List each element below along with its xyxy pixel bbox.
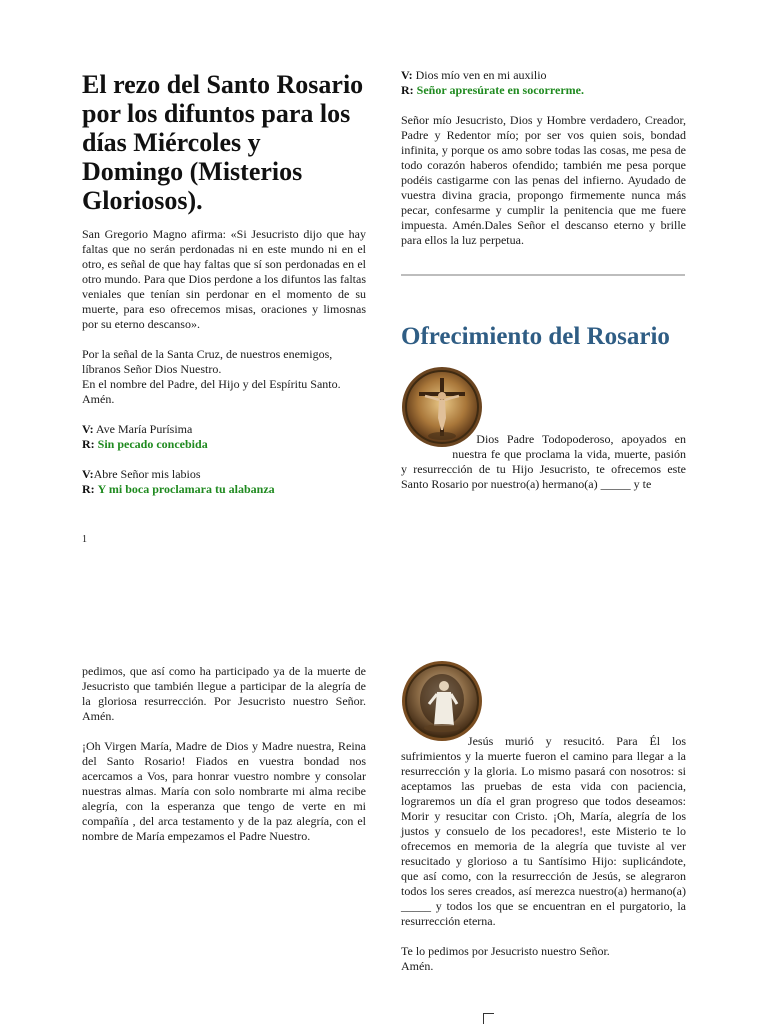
risen-christ-medallion-icon xyxy=(401,660,483,742)
santa-cruz-prayer: Por la señal de la Santa Cruz, de nuestros enemigos, líbranos Señor Dios Nuestro. xyxy=(82,347,333,376)
response-text: Señor apresúrate en socorrerme. xyxy=(416,83,584,97)
page-number: 1 xyxy=(82,534,87,545)
ofrecimiento-text-start: Dios Padre Todopoderoso, apoyados en nuestra fe que proclama la vida, muerte, pasión y resurrección de tu Hijo Jesucristo, te ofrecemos este Santo Rosario por nuestro(a) hermano(a) _____ y te xyxy=(401,432,686,491)
oh-virgen-maria-prayer: ¡Oh Virgen María, Madre de Dios y Madre nuestra, Reina del Santo Rosario! Fiados en vuestra bondad nos acercamos a Vos, para honrar vuestro nombre y consolar nuestras almas. María con solo nombrarte mi alma recibe alegría, con la esperanza que tengo de verte en mi compañía , del arca testamento y de la paz alegría, con el nombre de María empezamos el Padre Nuestro. xyxy=(82,739,366,843)
page1-left-column xyxy=(82,70,366,497)
misterio-reflection: Jesús murió y resucitó. Para Él los sufrimientos y la muerte fueron el camino para llegar a la resurrección y la gloria. Lo mismo pasará con nosotros: si aceptamos las pruebas de esta vida con paciencia, lograremos un día el gran progreso que todos deseamos: Morir y resucitar con Cristo. ¡Oh, María, alegría de los justos y consuelo de los pecadores!, este Misterio te lo ofrecemos en memoria de la alegría que tuviste al ver resucitado y glorioso a tu Santísimo Hijo: suplicándote, que así como, con la resurrección de Jesús, se alegraron todos los seres creados, así merezca nuestro(a) hermano(a) _____ y todos los que se encuentran en el purgatorio, la resurrección eterna. xyxy=(401,734,686,928)
page-2 xyxy=(0,560,768,1024)
versicle-label: V: xyxy=(82,422,94,436)
closing-prayer: Te lo pedimos por Jesucristo nuestro Señor. xyxy=(401,944,610,958)
response-text: Y mi boca proclamara tu alabanza xyxy=(97,482,275,496)
response-1 xyxy=(82,437,366,452)
versicle-text: Abre Señor mis labios xyxy=(93,467,201,481)
response-label: R: xyxy=(82,437,95,451)
ofrecimiento-text-continued: pedimos, que así como ha participado ya de la muerte de Jesucristo que también llegue a participar de la alegría de la gloriosa resurrección. Por Jesucristo nuestro Señor. Amén. xyxy=(82,664,366,723)
versicle-text: Dios mío ven en mi auxilio xyxy=(412,68,547,82)
document-title: El rezo del Santo Rosario por los difuntos para los días Miércoles y Domingo (Misterios Gloriosos). xyxy=(82,70,364,215)
response-3 xyxy=(401,83,686,98)
response-text: Sin pecado concebida xyxy=(97,437,208,451)
versicle-label: V: xyxy=(82,467,94,481)
versicle-text: Ave María Purísima xyxy=(93,422,193,436)
nombre-del-padre-prayer: En el nombre del Padre, del Hijo y del Espíritu Santo. Amén. xyxy=(82,377,341,406)
response-2 xyxy=(82,482,366,497)
misterio-block xyxy=(401,660,686,929)
versicle-label: V: xyxy=(401,68,413,82)
versicle-1 xyxy=(82,422,366,437)
section-title: Ofrecimiento del Rosario xyxy=(401,323,670,350)
page1-right-column xyxy=(401,68,686,492)
versicle-3 xyxy=(401,68,686,83)
response-label: R: xyxy=(82,482,95,496)
response-label: R: xyxy=(401,83,414,97)
amen-text: Amén. xyxy=(401,959,434,973)
section-divider xyxy=(401,274,685,276)
ofrecimiento-block xyxy=(401,366,686,492)
versicle-2 xyxy=(82,467,366,482)
page-corner-mark xyxy=(483,1013,494,1024)
intro-paragraph: San Gregorio Magno afirma: «Si Jesucristo dijo que hay faltas que no serán perdonadas ni en este mundo ni en el otro, es señal de que hay faltas que sí son perdonadas en el otro mundo. Para que Dios perdone a los difuntos las faltas veniales que tenían sin perdonar en el momento de su muerte, para eso ofrecemos misas, oraciones y limosnas por su eterno descanso». xyxy=(82,227,366,331)
page2-right-column xyxy=(401,660,686,974)
act-of-contrition: Señor mío Jesucristo, Dios y Hombre verdadero, Creador, Padre y Redentor mío; por ser vos quien sois, bondad infinita, y porque os amo sobre todas las cosas, me pesa de todo corazón haberos ofendido; también me pesa porque podéis castigarme con las penas del infierno. Ayudado de vuestra divina gracia, propongo firmemente nunca más pecar, confesarme y cumplir la penitencia que me fuere impuesta. Amén.Dales Señor el descanso eterno y brille para ellos la luz perpetua. xyxy=(401,113,686,247)
page2-left-column xyxy=(82,664,366,844)
crucifix-medallion-icon xyxy=(401,366,483,448)
